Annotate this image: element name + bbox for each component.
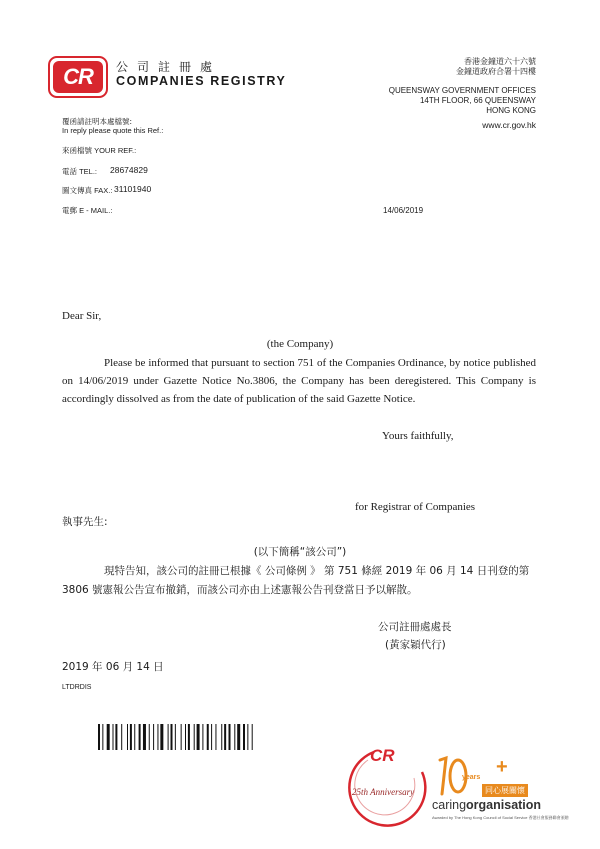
barcode-bar (237, 724, 240, 750)
fax-value: 31101940 (114, 184, 152, 194)
barcode-bar (229, 724, 231, 750)
letter-date-zh: 2019 年 06 月 14 日 (62, 661, 164, 673)
barcode-bar (207, 724, 209, 750)
your-ref-label: 來函檔號 YOUR REF.: (62, 146, 137, 155)
email-label: 電郵 E - MAIL.: (62, 206, 113, 215)
barcode-bar (181, 724, 182, 750)
salutation-zh: 執事先生: (62, 516, 108, 528)
tel-label: 電話 TEL.: (62, 167, 98, 176)
address-zh-line-2: 金鐘道政府合署十四樓 (456, 67, 536, 76)
signatory-zh-name: (黃家穎代行) (385, 639, 446, 651)
barcode-bar (185, 724, 186, 750)
barcode-bar (215, 724, 216, 750)
barcode-bar (197, 724, 200, 750)
barcode-bar (247, 724, 248, 750)
barcode-bar (175, 724, 176, 750)
closing-en: Yours faithfully, (382, 430, 454, 442)
barcode-bar (113, 724, 114, 750)
barcode-bar (134, 724, 135, 750)
barcode-bar (102, 724, 103, 750)
barcode-bar (211, 724, 212, 750)
barcode-bar (130, 724, 132, 750)
barcode-bar (160, 724, 163, 750)
signatory-zh-title: 公司註冊處處長 (378, 621, 452, 633)
body-paragraph-zh-text: 現特告知，該公司的註冊已根據《 公司條例 》 第 751 條經 2019 年 06 月 14 日刊登的第 3806 號憲報公告宣布撤銷，而該公司亦由上述憲報公告刊登當日予以解散。 (62, 565, 530, 596)
caring-award-note: Awarded by The Hong Kong Council of Social Service 香港社會服務聯會頒贈 (432, 815, 569, 820)
caring-zh-badge: 同心展關懷 (482, 784, 528, 797)
barcode (98, 724, 294, 750)
barcode-bar (107, 724, 110, 750)
barcode-bar (252, 724, 253, 750)
brand-name-en: COMPANIES REGISTRY (116, 74, 287, 88)
caring-organisation-text (432, 798, 541, 812)
brand-name-zh: 公司註冊處 (116, 60, 222, 74)
tel-value: 28674829 (110, 165, 148, 175)
salutation-en: Dear Sir, (62, 310, 102, 322)
fax-label: 圖文傳真 FAX.: (62, 186, 113, 195)
anniversary-cr-logo: CR (370, 746, 395, 765)
anniversary-text: 25th Anniversary (352, 787, 415, 797)
body-paragraph-en (62, 354, 536, 408)
barcode-bar (243, 724, 245, 750)
caring-word: caring (432, 798, 467, 812)
barcode-bar (188, 724, 190, 750)
barcode-bar (202, 724, 203, 750)
barcode-bar (127, 724, 128, 750)
organisation-word: organisation (466, 798, 542, 812)
company-placeholder-en: (the Company) (266, 338, 334, 350)
barcode-bar (221, 724, 222, 750)
reference-label-en: In reply please quote this Ref.: (62, 126, 164, 135)
address-en-line-3: HONG KONG (486, 106, 536, 115)
barcode-bar (139, 724, 141, 750)
body-paragraph-en-text: Please be informed that pursuant to section 751 of the Companies Ordinance, by notice published on 14/06/2019 under Gazette Notice No.3806, the Company has been deregistered. This Company is accordingly dissolved as from the date of publication of the said Gazette Notice. (62, 357, 536, 405)
barcode-bar (168, 724, 169, 750)
company-placeholder-zh: (以下簡稱“該公司”) (253, 546, 347, 558)
caring-plus-sign: + (496, 756, 508, 778)
body-paragraph-zh (62, 562, 538, 600)
barcode-bar (194, 724, 195, 750)
barcode-bar (115, 724, 117, 750)
barcode-bar (224, 724, 226, 750)
address-zh-line-1: 香港金鐘道六十六號 (464, 57, 536, 66)
barcode-bar (149, 724, 150, 750)
barcode-bar (121, 724, 122, 750)
address-en-line-2: 14TH FLOOR, 66 QUEENSWAY (419, 96, 536, 105)
reference-label-zh: 覆函請註明本處檔號: (62, 117, 133, 126)
website-link[interactable]: www.cr.gov.hk (482, 120, 536, 130)
caring-years-word: years (462, 774, 481, 781)
barcode-bar (143, 724, 146, 750)
barcode-bar (98, 724, 100, 750)
barcode-bar (171, 724, 173, 750)
barcode-bar (153, 724, 154, 750)
signatory-en: for Registrar of Companies (355, 501, 476, 513)
barcode-bar (234, 724, 235, 750)
document-code: LTDRDIS (62, 684, 92, 691)
letter-date: 14/06/2019 (383, 206, 424, 215)
address-en-line-1: QUEENSWAY GOVERNMENT OFFICES (388, 86, 536, 95)
cr-logo (48, 56, 108, 98)
cr-logo-text: CR (53, 61, 103, 93)
barcode-bar (157, 724, 158, 750)
